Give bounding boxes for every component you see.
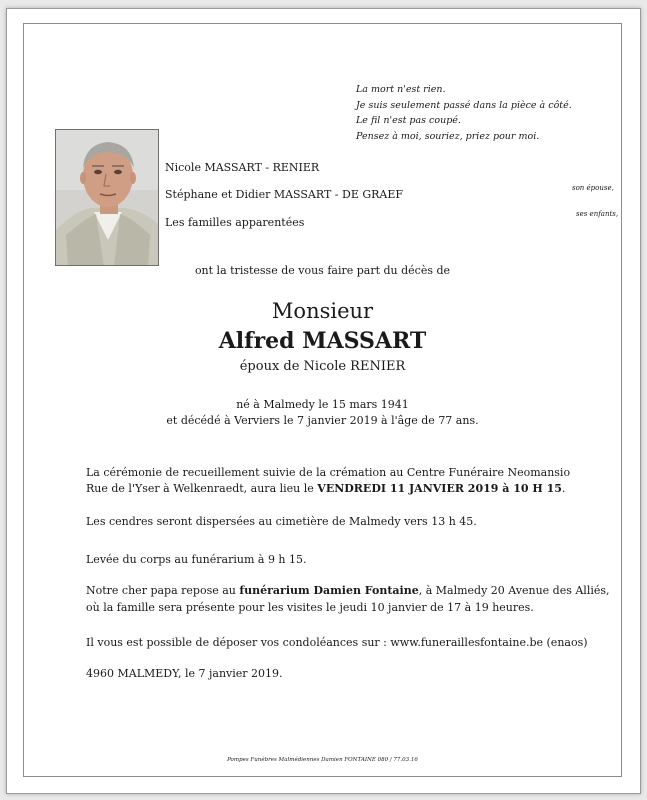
ceremony-line: La cérémonie de recueillement suivie de la crémation au Centre Funéraire Neomansio: [86, 466, 571, 479]
visitation-intro: Notre cher papa repose au: [86, 584, 240, 597]
deceased-portrait: [55, 129, 159, 266]
obituary-page: [6, 8, 641, 794]
family-member-name: Les familles apparentées: [165, 216, 305, 229]
condolences-line: Il vous est possible de déposer vos condoléances sur : www.funeraillesfontaine.be (enaos): [86, 636, 588, 649]
visitation-hours: où la famille sera présente pour les visites le jeudi 10 janvier de 17 à 19 heures.: [86, 601, 534, 614]
family-member-name: Stéphane et Didier MASSART - DE GRAEF: [165, 188, 404, 201]
family-member-role: son épouse,: [572, 184, 614, 192]
ceremony-location: Rue de l'Yser à Welkenraedt, aura lieu le: [86, 482, 318, 495]
deceased-last-name: MASSART: [302, 328, 427, 354]
ashes-line: Les cendres seront dispersées au cimetière de Malmedy vers 13 h 45.: [86, 515, 477, 528]
poem-line: Le fil n'est pas coupé.: [356, 115, 461, 126]
page-border: [23, 23, 622, 777]
poem: [356, 82, 572, 144]
announcement: ont la tristesse de vous faire part du décès de: [194, 264, 451, 277]
family-member-role: ses enfants,: [576, 210, 619, 218]
ceremony-end: .: [561, 482, 566, 495]
place-date: 4960 MALMEDY, le 7 janvier 2019.: [86, 667, 283, 680]
salutation: Monsieur: [271, 299, 374, 323]
family-member-name: Nicole MASSART - RENIER: [165, 161, 320, 174]
poem-line: Pensez à moi, souriez, priez pour moi.: [356, 130, 540, 142]
funeral-home-name: funérarium Damien Fontaine: [239, 584, 419, 597]
death-line: et décédé à Verviers le 7 janvier 2019 à l'âge de 77 ans.: [166, 414, 479, 427]
visitation-line: [86, 584, 610, 597]
deceased-name: [24, 328, 621, 354]
visitation-address: , à Malmedy 20 Avenue des Alliés,: [418, 584, 610, 597]
footer-credit: Pompes Funèbres Malmédiennes Damien FONTAINE 080 / 77.03.16: [227, 757, 418, 763]
birth-line: né à Malmedy le 15 mars 1941: [236, 398, 409, 411]
ceremony-line-2: [86, 482, 565, 495]
transfer-line: Levée du corps au funérarium à 9 h 15.: [86, 553, 307, 566]
poem-line: La mort n'est rien.: [356, 84, 446, 95]
poem-line: Je suis seulement passé dans la pièce à côté.: [356, 99, 572, 111]
portrait-image: [56, 130, 159, 266]
ceremony-datetime: VENDREDI 11 JANVIER 2019 à 10 H 15: [317, 482, 562, 495]
spouse-line: époux de Nicole RENIER: [239, 359, 406, 374]
deceased-first-name: Alfred: [218, 328, 295, 354]
